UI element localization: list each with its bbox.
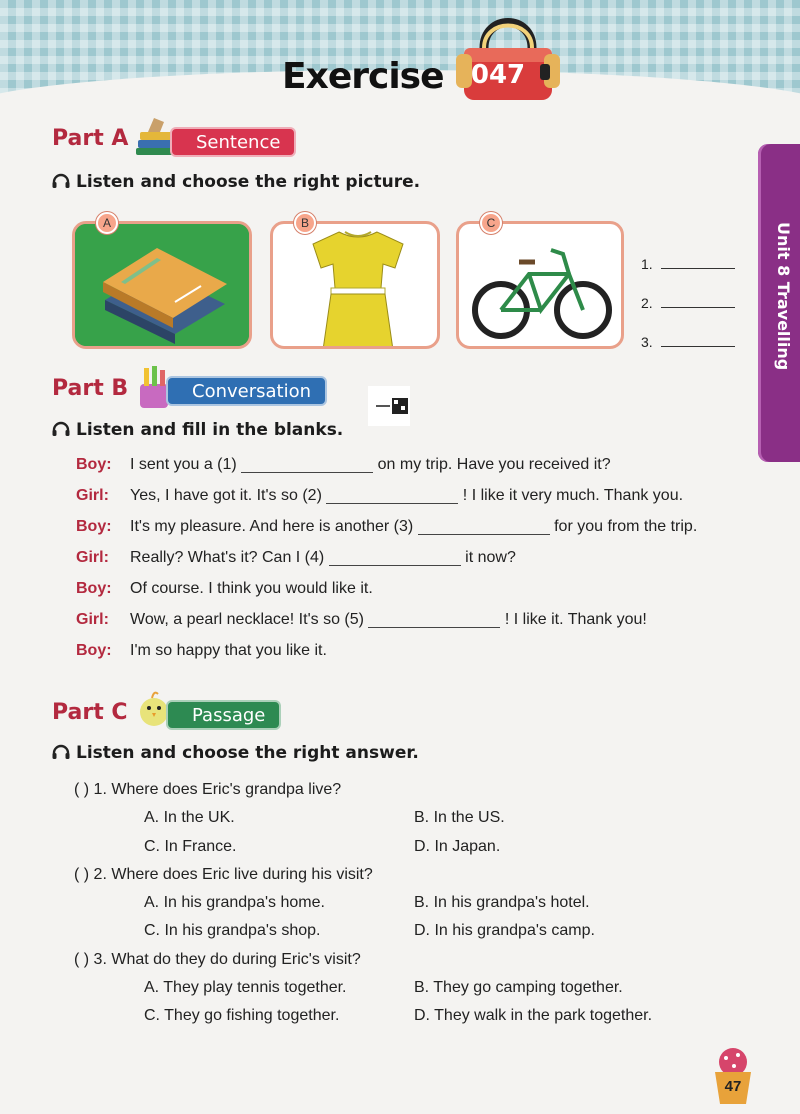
speaker: Boy: xyxy=(76,518,112,535)
line-text: ! I like it very much. Thank you. xyxy=(462,487,684,504)
part-c-pill: Passage xyxy=(166,700,281,730)
part-b-label: Part B xyxy=(52,376,129,401)
q2-option-d[interactable]: D. In his grandpa's camp. xyxy=(414,922,595,939)
question-1[interactable]: ( ) 1. Where does Eric's grandpa live? xyxy=(74,781,342,798)
picture-b-badge: B xyxy=(294,212,316,234)
dialogue-line-1 xyxy=(76,456,756,487)
exercise-number: 047 xyxy=(470,60,526,90)
blank-3[interactable] xyxy=(418,521,550,535)
blank-5[interactable] xyxy=(368,614,500,628)
speaker: Girl: xyxy=(76,487,109,504)
q1-option-b[interactable]: B. In the US. xyxy=(414,809,505,826)
q1-option-c[interactable]: C. In France. xyxy=(144,838,237,855)
answer-1[interactable] xyxy=(641,256,735,272)
line-text: Of course. I think you would like it. xyxy=(130,580,373,597)
answer-3-number: 3. xyxy=(641,334,653,350)
question-3[interactable]: ( ) 3. What do they do during Eric's visit? xyxy=(74,951,361,968)
books-icon xyxy=(75,224,252,349)
line-text: on my trip. Have you received it? xyxy=(377,456,611,473)
headphones-icon xyxy=(52,744,70,760)
part-c-label: Part C xyxy=(52,700,128,725)
part-a-instruction-text: Listen and choose the right picture. xyxy=(76,172,421,192)
dialogue xyxy=(76,456,756,673)
line-text: for you from the trip. xyxy=(554,518,698,535)
part-c-instruction-text: Listen and choose the right answer. xyxy=(76,743,419,763)
dialogue-line-5 xyxy=(76,580,756,611)
q3-option-a[interactable]: A. They play tennis together. xyxy=(144,979,347,996)
q1-option-d[interactable]: D. In Japan. xyxy=(414,838,501,855)
q3-option-b[interactable]: B. They go camping together. xyxy=(414,979,623,996)
dialogue-line-4 xyxy=(76,549,756,580)
picture-a-badge: A xyxy=(96,212,118,234)
dialogue-line-7 xyxy=(76,642,756,673)
speaker: Boy: xyxy=(76,580,112,597)
line-text: Really? What's it? Can I (4) xyxy=(130,549,325,566)
part-b-instruction xyxy=(52,420,343,440)
picture-c[interactable] xyxy=(456,221,624,349)
unit-tab-label: Unit 8 Travelling xyxy=(774,222,793,371)
blank-4[interactable] xyxy=(329,552,461,566)
blank-1[interactable] xyxy=(241,459,373,473)
picture-c-badge: C xyxy=(480,212,502,234)
part-a-label: Part A xyxy=(52,126,129,151)
answer-2-line[interactable] xyxy=(661,307,735,308)
q2-option-a[interactable]: A. In his grandpa's home. xyxy=(144,894,325,911)
part-a-pill: Sentence xyxy=(170,127,296,157)
part-a-instruction xyxy=(52,172,420,192)
line-text: it now? xyxy=(465,549,516,566)
answer-1-number: 1. xyxy=(641,256,653,272)
headphones-icon xyxy=(52,421,70,437)
cupcake-icon xyxy=(712,1046,754,1106)
part-b-pill: Conversation xyxy=(166,376,327,406)
q3-option-d[interactable]: D. They walk in the park together. xyxy=(414,1007,653,1024)
line-text: ! I like it. Thank you! xyxy=(504,611,647,628)
picture-a[interactable] xyxy=(72,221,252,349)
answer-2[interactable] xyxy=(641,295,735,311)
speaker: Boy: xyxy=(76,456,112,473)
speaker: Girl: xyxy=(76,611,109,628)
speaker: Boy: xyxy=(76,642,112,659)
dialogue-line-3 xyxy=(76,518,756,549)
dialogue-line-2 xyxy=(76,487,756,518)
line-text: Wow, a pearl necklace! It's so (5) xyxy=(130,611,364,628)
q2-option-b[interactable]: B. In his grandpa's hotel. xyxy=(414,894,590,911)
dress-icon xyxy=(273,224,440,349)
q1-option-a[interactable]: A. In the UK. xyxy=(144,809,235,826)
line-text: It's my pleasure. And here is another (3) xyxy=(130,518,414,535)
answer-3[interactable] xyxy=(641,334,735,350)
part-b-instruction-text: Listen and fill in the blanks. xyxy=(76,420,344,440)
headphones-icon xyxy=(52,173,70,189)
answer-1-line[interactable] xyxy=(661,268,735,269)
picture-b[interactable] xyxy=(270,221,440,349)
answer-3-line[interactable] xyxy=(661,346,735,347)
exercise-title: Exercise xyxy=(282,56,444,97)
bicycle-icon xyxy=(459,224,624,349)
blank-2[interactable] xyxy=(326,490,458,504)
question-2[interactable]: ( ) 2. Where does Eric live during his visit? xyxy=(74,866,373,883)
line-text: I'm so happy that you like it. xyxy=(130,642,327,659)
line-text: Yes, I have got it. It's so (2) xyxy=(130,487,322,504)
part-c-instruction xyxy=(52,743,419,763)
qr-code-icon xyxy=(368,386,410,426)
speaker: Girl: xyxy=(76,549,109,566)
dialogue-line-6 xyxy=(76,611,756,642)
q3-option-c[interactable]: C. They go fishing together. xyxy=(144,1007,340,1024)
line-text: I sent you a (1) xyxy=(130,456,237,473)
q2-option-c[interactable]: C. In his grandpa's shop. xyxy=(144,922,321,939)
answer-2-number: 2. xyxy=(641,295,653,311)
page-number: 47 xyxy=(724,1078,742,1095)
